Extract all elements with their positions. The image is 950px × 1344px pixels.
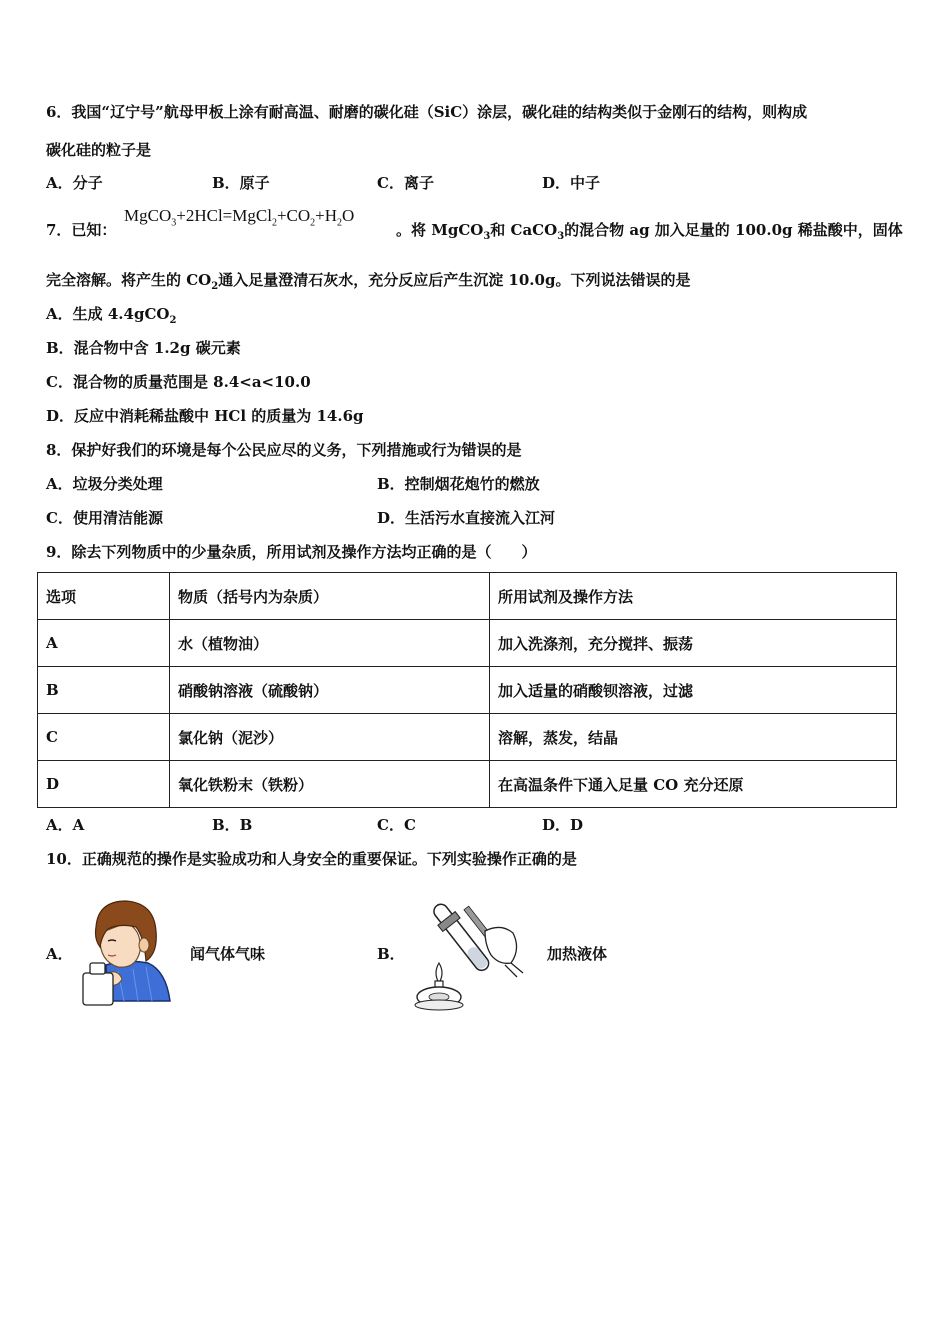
q9-table: [37, 572, 897, 808]
heat-liquid-illustration: [405, 893, 530, 1013]
q6-option-b: B．原子: [212, 174, 270, 192]
table-header-cell: 选项: [38, 573, 170, 620]
q8-option-a: A．垃圾分类处理: [46, 475, 163, 493]
table-header-cell: 所用试剂及操作方法: [490, 573, 897, 620]
table-cell: 溶解，蒸发，结晶: [490, 714, 897, 761]
q7-option-d: D．反应中消耗稀盐酸中 HCl 的质量为 14.6g: [46, 407, 364, 425]
q6-stem-line2: 碳化硅的粒子是: [46, 141, 152, 159]
q9-option-d: D．D: [542, 816, 584, 834]
q9-option-a: A．A: [46, 816, 85, 834]
q7-equation: $MgCO_3+2HCl=MgCl_2+CO_2+H_2O$: [124, 206, 355, 229]
q10-option-b-caption: 加热液体: [547, 945, 608, 963]
table-row: [38, 714, 897, 761]
table-cell: A: [38, 620, 170, 667]
table-header-row: [38, 573, 897, 620]
q7-stem-line1: 。将 MgCO$_3$和 CaCO$_3$的混合物 ag 加入足量的 100.0g 稀盐酸中，固体: [396, 221, 903, 242]
table-cell: 硝酸钠溶液（硫酸钠）: [170, 667, 490, 714]
q7-prefix: 7．已知：: [46, 221, 117, 239]
table-cell: 在高温条件下通入足量 CO 充分还原: [490, 761, 897, 808]
table-cell: 加入适量的硝酸钡溶液，过滤: [490, 667, 897, 714]
q6-option-d: D．中子: [542, 174, 601, 192]
q6-stem-line1: 6．我国“辽宁号”航母甲板上涂有耐高温、耐磨的碳化硅（SiC）涂层，碳化硅的结构类似于金刚石的结构，则构成: [46, 103, 808, 121]
q7-option-a: A．生成 4.4gCO$_2$: [46, 305, 177, 326]
table-cell: B: [38, 667, 170, 714]
q6-option-c: C．离子: [377, 174, 434, 192]
q10-option-a-caption: 闻气体气味: [190, 945, 266, 963]
q9-stem: 9．除去下列物质中的少量杂质，所用试剂及操作方法均正确的是（ ）: [46, 543, 537, 561]
table-row: [38, 667, 897, 714]
q9-option-c: C．C: [377, 816, 416, 834]
smell-gas-illustration: [78, 893, 173, 1008]
table-cell: D: [38, 761, 170, 808]
q10-option-a-label: A．: [46, 945, 73, 963]
q7-stem-line2: 完全溶解。将产生的 $CO_2$通入足量澄清石灰水，充分反应后产生沉淀 10.0g。下列说法错误的是: [46, 271, 691, 292]
table-cell: 氧化铁粉末（铁粉）: [170, 761, 490, 808]
table-cell: 水（植物油）: [170, 620, 490, 667]
q10-stem: 10．正确规范的操作是实验成功和人身安全的重要保证。下列实验操作正确的是: [46, 850, 577, 868]
table-cell: 氯化钠（泥沙）: [170, 714, 490, 761]
table-row: [38, 620, 897, 667]
q7-option-b: B．混合物中含 1.2g 碳元素: [46, 339, 241, 357]
q8-option-c: C．使用清洁能源: [46, 509, 163, 527]
q9-option-b: B．B: [212, 816, 253, 834]
q7-option-c: C．混合物的质量范围是 8.4<a<10.0: [46, 373, 311, 391]
q8-stem: 8．保护好我们的环境是每个公民应尽的义务，下列措施或行为错误的是: [46, 441, 522, 459]
q8-option-b: B．控制烟花炮竹的燃放: [377, 475, 540, 493]
table-cell: C: [38, 714, 170, 761]
table-cell: 加入洗涤剂，充分搅拌、振荡: [490, 620, 897, 667]
table-header-cell: 物质（括号内为杂质）: [170, 573, 490, 620]
table-row: [38, 761, 897, 808]
q6-option-a: A．分子: [46, 174, 103, 192]
q8-option-d: D．生活污水直接流入江河: [377, 509, 556, 527]
q10-option-b-label: B．: [377, 945, 405, 963]
